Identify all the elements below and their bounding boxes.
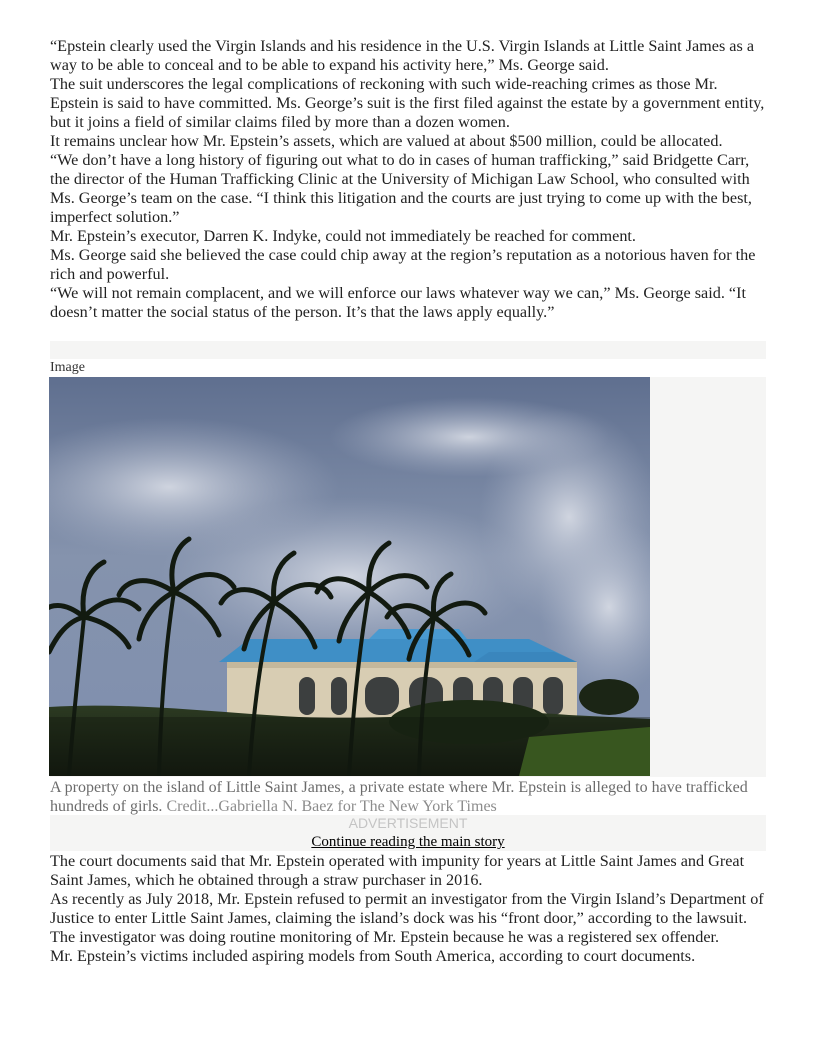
photo-credit: Credit...Gabriella N. Baez for The New York Times [166,798,497,815]
caption-text: A property on the island of Little Saint James, a private estate where Mr. Epstein is alleged to have trafficked hundreds of girls. [50,779,748,815]
article-body-top [50,37,766,322]
image-caption [50,778,766,816]
paragraph: It remains unclear how Mr. Epstein’s assets, which are valued at about $500 million, could be allocated. [50,132,723,150]
article-body-bottom [50,852,766,966]
advertisement-label: ADVERTISEMENT [348,815,468,831]
paragraph: “Epstein clearly used the Virgin Islands and his residence in the U.S. Virgin Islands at Little Saint James as a way to be able to conceal and to be able to expand his activity here,” Ms. George said. [50,37,755,74]
spacer-band [50,341,766,359]
paragraph: “We will not remain complacent, and we will enforce our laws whatever way we can,” Ms. George said. “It doesn’t matter the social status of the person. It’s that the laws apply equally.” [50,284,746,321]
paragraph: Mr. Epstein’s victims included aspiring models from South America, according to court documents. [50,947,696,965]
island-estate-photo [49,377,650,776]
paragraph: The suit underscores the legal complications of reckoning with such wide-reaching crimes as those Mr. Epstein is said to have committed. Ms. George’s suit is the first filed against the estate by a government entity, but it joins a field of similar claims filed by more than a dozen women. [50,75,765,131]
continue-reading-link[interactable]: Continue reading the main story [311,834,505,850]
paragraph: Ms. George said she believed the case could chip away at the region’s reputation as a notorious haven for the rich and powerful. [50,246,756,283]
paragraph: As recently as July 2018, Mr. Epstein refused to permit an investigator from the Virgin Island’s Department of Justice to enter Little Saint James, claiming the island’s dock was his “front door,” according to the lawsuit. The investigator was doing routine monitoring of Mr. Epstein because he was a registered sex offender. [50,890,764,946]
continue-reading [50,833,766,851]
image-label: Image [50,360,85,375]
paragraph: The court documents said that Mr. Epstein operated with impunity for years at Little Saint James and Great Saint James, which he obtained through a straw purchaser in 2016. [50,852,745,889]
paragraph: Mr. Epstein’s executor, Darren K. Indyke, could not immediately be reached for comment. [50,227,636,245]
paragraph: “We don’t have a long history of figuring out what to do in cases of human trafficking,” said Bridgette Carr, the director of the Human Trafficking Clinic at the University of Michigan Law School, who consulted with Ms. George’s team on the case. “I think this litigation and the courts are just trying to come up with the best, imperfect solution.” [50,151,752,226]
cloud [329,397,609,477]
